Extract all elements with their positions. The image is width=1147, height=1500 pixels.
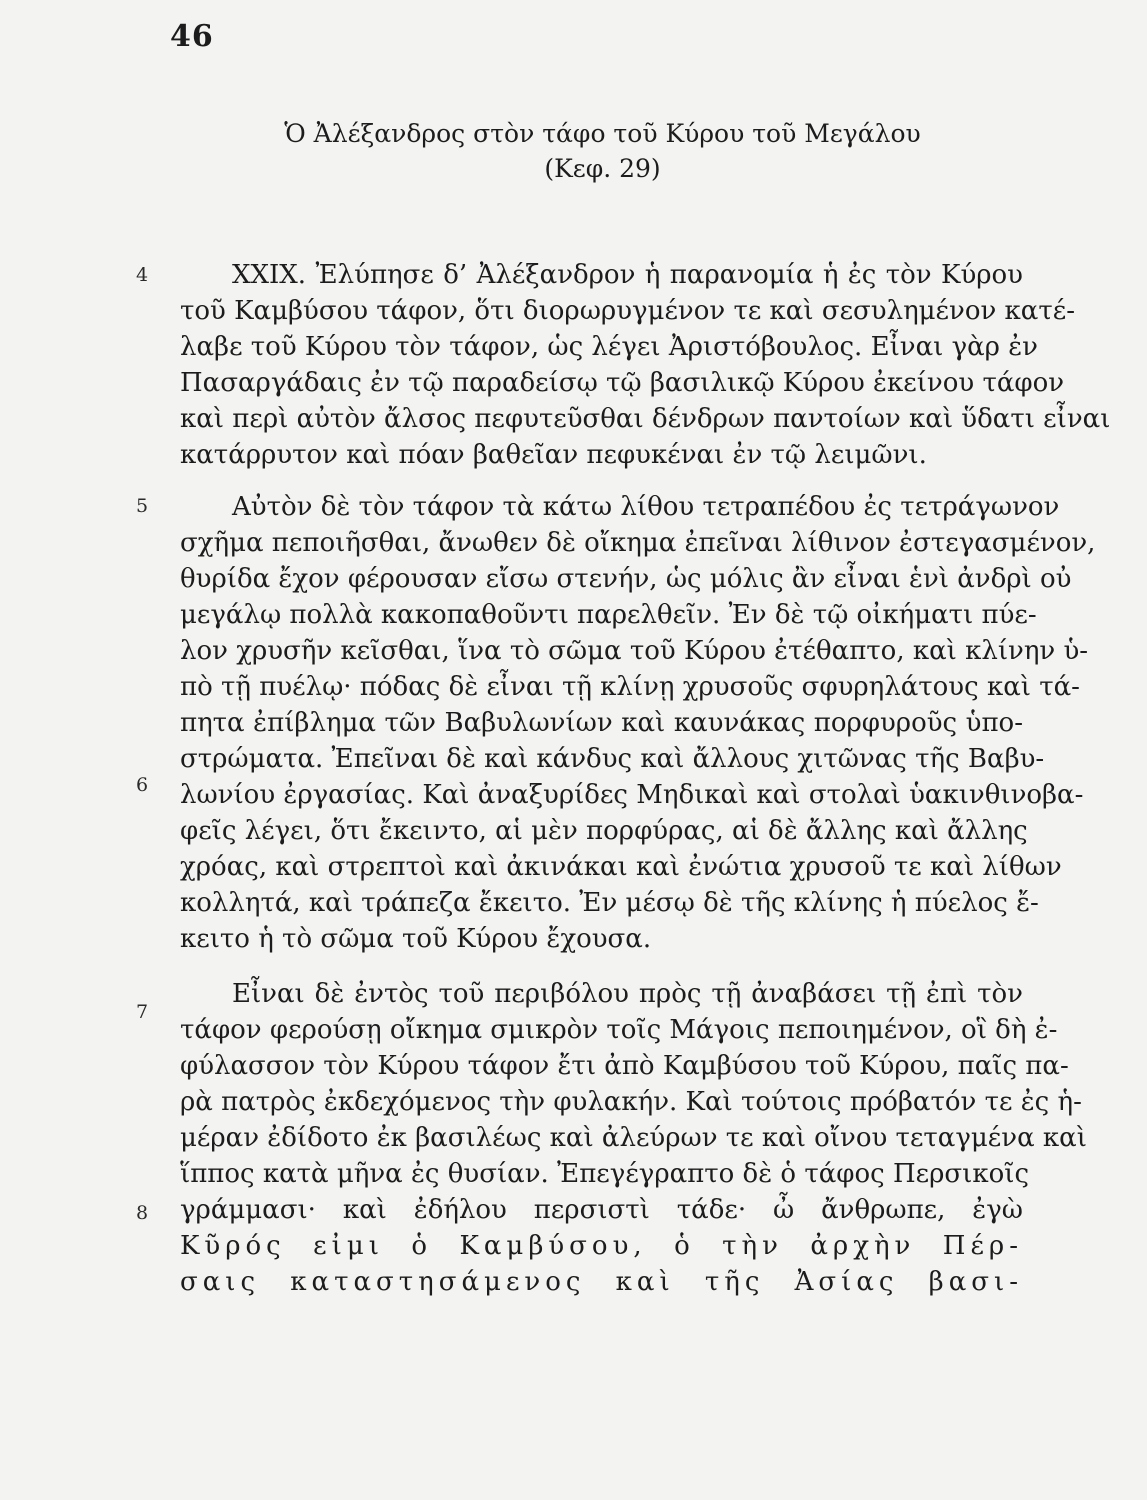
section-title: Ὁ Ἀλέξανδρος στὸν τάφο τοῦ Κύρου τοῦ Μεγάλου xyxy=(284,119,921,148)
text-line: χρόας, καὶ στρεπτοὶ καὶ ἀκινάκαι καὶ ἐνώτια χρυσοῦ τε καὶ λίθων xyxy=(180,852,1062,882)
inscription-line: σαις καταστησάμενος καὶ τῆς Ἀσίας βασι- xyxy=(180,1267,1023,1297)
text-line: Αὐτὸν δὲ τὸν τάφον τὰ κάτω λίθου τετραπέδου ἐς τετράγωνον xyxy=(232,492,1060,522)
text-line: μεγάλῳ πολλὰ κακοπαθοῦντι παρελθεῖν. Ἐν δὲ τῷ οἰκήματι πύε- xyxy=(180,600,1037,630)
text-line: ἵππος κατὰ μῆνα ἐς θυσίαν. Ἐπεγέγραπτο δὲ ὁ τάφος Περσικοῖς xyxy=(180,1159,1029,1189)
margin-section-number: 6 xyxy=(136,774,149,796)
text-line: πὸ τῇ πυέλῳ· πόδας δὲ εἶναι τῇ κλίνῃ χρυσοῦς σφυρηλάτους καὶ τά- xyxy=(180,672,1080,702)
text-line: τάφον φερούσῃ οἴκημα σμικρὸν τοῖς Μάγοις πεποιημένον, οἳ δὴ ἐ- xyxy=(180,1015,1058,1045)
text-line: γράμμασι· καὶ ἐδήλου περσιστὶ τάδε· ὦ ἄνθρωπε, ἐγὼ xyxy=(180,1195,1023,1225)
margin-section-number: 7 xyxy=(136,1001,149,1023)
inscription-line: Κῦρός εἰμι ὁ Καμβύσου, ὁ τὴν ἀρχὴν Πέρ- xyxy=(180,1231,1023,1261)
text-line: λαβε τοῦ Κύρου τὸν τάφον, ὡς λέγει Ἀριστόβουλος. Εἶναι γὰρ ἐν xyxy=(180,332,1038,362)
text-line: καὶ περὶ αὐτὸν ἄλσος πεφυτεῦσθαι δένδρων παντοίων καὶ ὕδατι εἶναι xyxy=(180,404,1111,434)
text-line: λωνίου ἐργασίας. Καὶ ἀναξυρίδες Μηδικαὶ καὶ στολαὶ ὑακινθινοβα- xyxy=(180,780,1084,810)
text-line: στρώματα. Ἐπεῖναι δὲ καὶ κάνδυς καὶ ἄλλους χιτῶνας τῆς Βαβυ- xyxy=(180,744,1045,774)
page-number: 46 xyxy=(170,19,214,54)
text-line: θυρίδα ἔχον φέρουσαν εἴσω στενήν, ὡς μόλις ἂν εἶναι ἑνὶ ἀνδρὶ οὐ xyxy=(180,564,1072,594)
text-line: πητα ἐπίβλημα τῶν Βαβυλωνίων καὶ καυνάκας πορφυροῦς ὑπο- xyxy=(180,708,1023,738)
text-line: λον χρυσῆν κεῖσθαι, ἵνα τὸ σῶμα τοῦ Κύρου ἐτέθαπτο, καὶ κλίνην ὑ- xyxy=(180,636,1089,666)
margin-section-number: 5 xyxy=(136,495,149,517)
text-line: Εἶναι δὲ ἐντὸς τοῦ περιβόλου πρὸς τῇ ἀναβάσει τῇ ἐπὶ τὸν xyxy=(232,979,1023,1009)
text-line: κειτο ἡ τὸ σῶμα τοῦ Κύρου ἔχουσα. xyxy=(180,924,652,954)
text-line: κολλητά, καὶ τράπεζα ἔκειτο. Ἐν μέσῳ δὲ τῆς κλίνης ἡ πύελος ἔ- xyxy=(180,888,1039,918)
text-line: φύλασσον τὸν Κύρου τάφον ἔτι ἀπὸ Καμβύσου τοῦ Κύρου, παῖς πα- xyxy=(180,1051,1069,1081)
margin-section-number: 4 xyxy=(136,264,149,286)
margin-section-number: 8 xyxy=(136,1202,149,1224)
text-line: ρὰ πατρὸς ἐκδεχόμενος τὴν φυλακήν. Καὶ τούτοις πρόβατόν τε ἐς ἡ- xyxy=(180,1087,1082,1117)
chapter-reference: (Κεφ. 29) xyxy=(544,154,661,183)
text-line: Πασαργάδαις ἐν τῷ παραδείσῳ τῷ βασιλικῷ Κύρου ἐκείνου τάφον xyxy=(180,368,1065,398)
text-line: φεῖς λέγει, ὅτι ἔκειντο, αἱ μὲν πορφύρας, αἱ δὲ ἄλλης καὶ ἄλλης xyxy=(180,816,1028,846)
text-line: XXIX. Ἐλύπησε δ’ Ἀλέξανδρον ἡ παρανομία ἡ ἐς τὸν Κύρου xyxy=(232,260,1023,290)
text-line: μέραν ἐδίδοτο ἐκ βασιλέως καὶ ἀλεύρων τε καὶ οἴνου τεταγμένα καὶ xyxy=(180,1123,1087,1153)
text-line: τοῦ Καμβύσου τάφον, ὅτι διορωρυγμένον τε καὶ σεσυλημένον κατέ- xyxy=(180,296,1075,326)
text-line: σχῆμα πεποιῆσθαι, ἄνωθεν δὲ οἴκημα ἐπεῖναι λίθινον ἐστεγασμένον, xyxy=(180,528,1096,558)
text-line: κατάρρυτον καὶ πόαν βαθεῖαν πεφυκέναι ἐν τῷ λειμῶνι. xyxy=(180,440,927,470)
